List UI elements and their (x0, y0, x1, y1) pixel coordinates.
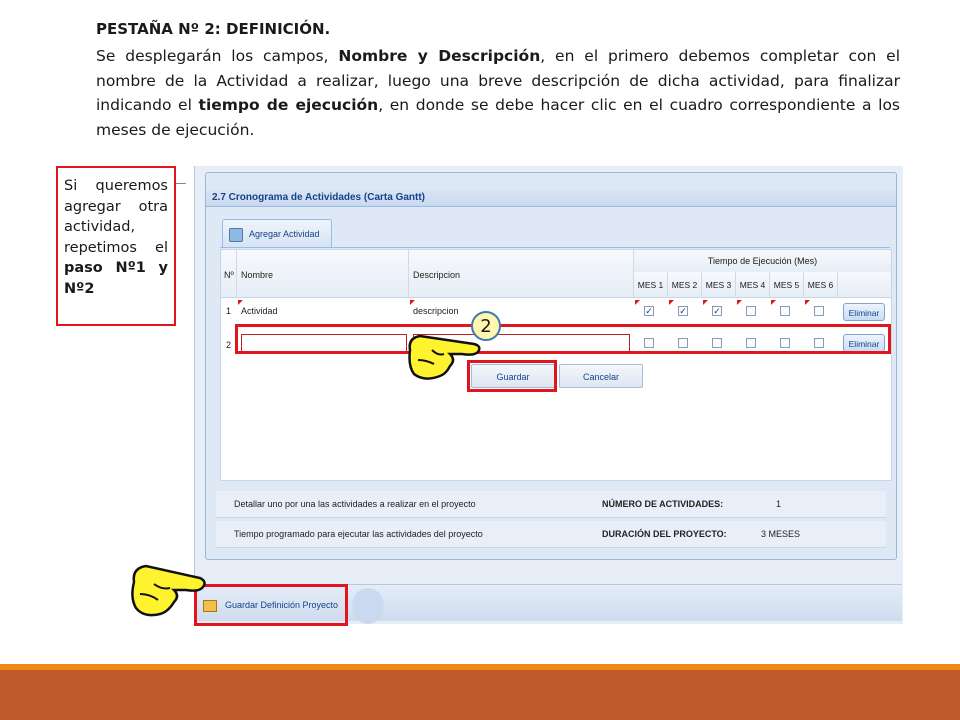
row-1-mes-3-checkbox[interactable]: ✓ (713, 306, 721, 316)
instructions-paragraph (96, 44, 900, 142)
summary-row-1-value: 1 (776, 499, 782, 509)
summary-row-2-value: 3 MESES (761, 529, 801, 539)
col-header-mes-4: MES 4 (736, 272, 770, 298)
row-1-mes-dirty-3 (703, 300, 708, 305)
row-1-name-dirty-flag (238, 300, 243, 305)
panel-toolbar (220, 215, 890, 248)
row-1-num: 1 (226, 306, 232, 316)
row-1-desc[interactable]: descripcion (413, 306, 459, 316)
row-1-mes-dirty-5 (771, 300, 776, 305)
save-definition-button[interactable] (194, 584, 348, 626)
row-1-mes-6-checkbox[interactable] (814, 306, 824, 316)
col-header-mes-1: MES 1 (634, 272, 668, 298)
summary-area (216, 491, 886, 555)
summary-row-1 (216, 491, 886, 518)
row-2-highlight (235, 324, 891, 354)
page-title: PESTAÑA Nº 2: DEFINICIÓN. (96, 20, 331, 38)
activities-grid (220, 249, 892, 481)
col-header-mes-5: MES 5 (770, 272, 804, 298)
row-1-mes-1-checkbox[interactable]: ✓ (645, 306, 653, 316)
cursor-circle (352, 588, 384, 624)
col-header-name: Nombre (237, 250, 409, 298)
row-1-delete-button[interactable]: Eliminar (843, 303, 885, 321)
add-activity-button[interactable] (222, 219, 332, 247)
app-window (194, 166, 903, 624)
instr-text-3: , en donde se debe hacer clic en el cuadro correspondiente a los meses de ejecución. (96, 96, 901, 139)
row-1-mes-5-checkbox[interactable] (780, 306, 790, 316)
col-header-mes-6: MES 6 (804, 272, 838, 298)
side-note-bold: paso Nº1 y Nº2 (64, 260, 168, 297)
instr-bold-1: Nombre y Descripción (338, 47, 541, 65)
row-2-num: 2 (226, 340, 232, 350)
add-activity-label: Agregar Actividad (249, 229, 320, 239)
col-header-mes-2: MES 2 (668, 272, 702, 298)
col-header-desc: Descripcion (409, 250, 634, 298)
summary-row-2-label: Tiempo programado para ejecutar las actividades del proyecto (234, 529, 483, 539)
side-note (56, 166, 176, 326)
instr-text-2: , en el primero debemos completar con el nombre de la Actividad a realizar, luego una breve descripción de dicha actividad, para finalizar indicando el (96, 47, 900, 114)
col-header-num: Nº (221, 250, 237, 298)
instr-bold-2: tiempo de ejecución (198, 96, 379, 114)
summary-row-2-key: DURACIÓN DEL PROYECTO: (602, 529, 727, 539)
badge-step-2: 2 (471, 311, 501, 341)
row-editor-cancel-button[interactable]: Cancelar (559, 364, 643, 388)
side-note-text: Si queremos agregar otra actividad, repetimos el (64, 178, 168, 256)
row-1-desc-dirty-flag (410, 300, 415, 305)
row-2-delete-button[interactable]: Eliminar (843, 334, 885, 352)
row-1-name[interactable]: Actividad (241, 306, 278, 316)
row-1-mes-2-checkbox[interactable]: ✓ (679, 306, 687, 316)
summary-row-2 (216, 521, 886, 548)
row-1-mes-dirty-1 (635, 300, 640, 305)
row-1-mes-dirty-4 (737, 300, 742, 305)
summary-row-1-key: NÚMERO DE ACTIVIDADES: (602, 499, 724, 509)
row-1-mes-4-checkbox[interactable] (746, 306, 756, 316)
instr-text-1: Se desplegarán los campos, (96, 47, 339, 65)
pointing-hand-icon (128, 560, 208, 620)
pointing-hand-icon (404, 330, 484, 384)
col-header-mes-3: MES 3 (702, 272, 736, 298)
gantt-panel (205, 172, 897, 560)
note-connector (176, 183, 186, 184)
save-definition-label: Guardar Definición Proyecto (225, 600, 339, 610)
add-activity-icon (229, 228, 243, 242)
row-1-mes-dirty-2 (669, 300, 674, 305)
col-header-actions (838, 272, 891, 298)
row-editor-save-button[interactable]: Guardar (471, 364, 555, 388)
row-1-mes-dirty-6 (805, 300, 810, 305)
panel-title: 2.7 Cronograma de Actividades (Carta Gantt) (206, 189, 896, 207)
col-header-time-group: Tiempo de Ejecución (Mes) (634, 250, 891, 273)
summary-row-1-label: Detallar uno por una las actividades a realizar en el proyecto (234, 499, 476, 509)
bottom-bar (0, 670, 960, 720)
